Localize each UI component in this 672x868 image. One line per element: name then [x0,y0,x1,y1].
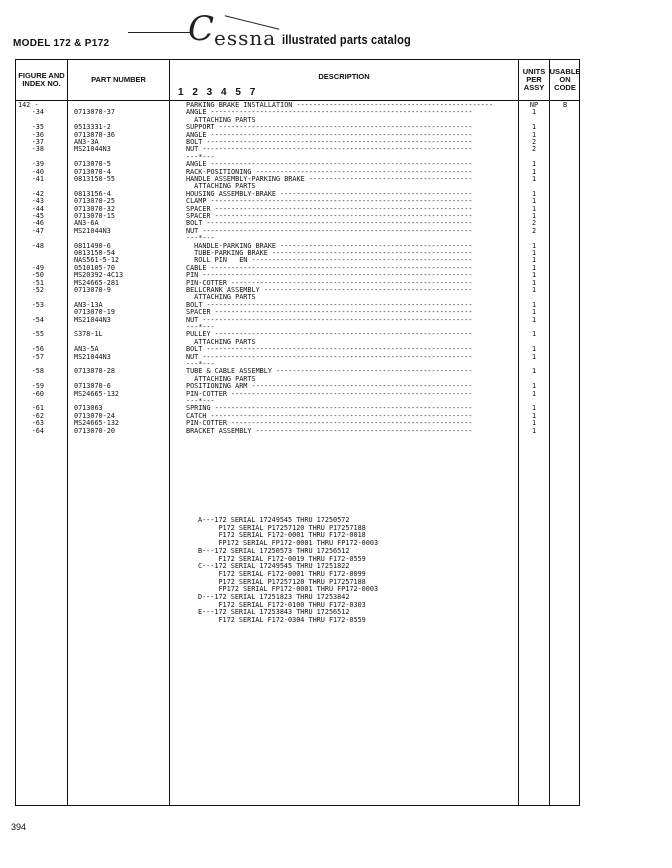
column-divider [67,60,68,805]
row-desc: SPRING --------------------------------------------------------------- [186,405,473,413]
row-units: 1 [531,331,537,339]
row-part: MS20392-4C13 [74,272,124,280]
row-idx: -57 [31,353,44,361]
row-units: 1 [531,301,537,309]
row-part: 0713070-20 [74,427,115,435]
effectivity-note: C---172 SERIAL 17249545 THRU 17251822 [198,562,350,571]
effectivity-note: P172 SERIAL P17257120 THRU P17257188 [198,523,366,532]
row-part: 0713070-25 [74,198,115,206]
row-idx: -36 [31,131,44,139]
row-part: 0813150-55 [74,176,115,183]
row-idx: -52 [31,287,44,294]
effectivity-note: F172 SERIAL F172-0001 THRU F172-0099 [198,569,366,578]
row-part: 0713070-15 [74,213,115,220]
parts-table [15,59,580,806]
row-units: 1 [531,168,537,176]
row-desc: RACK-POSITIONING ----------------------------------------------------- [186,168,473,176]
row-idx: -42 [31,190,44,198]
row-part: AN3-3A [74,139,99,146]
row-desc: BOLT ----------------------------------------------------------------- [186,301,473,309]
row-units: 1 [531,346,537,354]
row-desc: ---*--- [186,235,215,243]
row-part: MS21044N3 [74,316,111,324]
row-desc: CABLE ---------------------------------------------------------------- [186,264,473,272]
row-idx: -39 [31,161,44,169]
effectivity-note: FP172 SERIAL FP172-0001 THRU FP172-0003 [198,585,379,594]
row-desc: HANDLE ASSEMBLY-PARKING BRAKE ---------------------------------------- [186,176,473,183]
description-header: DESCRIPTION [318,72,370,81]
row-desc: SUPPORT -------------------------------------------------------------- [186,124,473,132]
row-units: 1 [531,198,537,206]
column-divider [549,60,550,805]
row-idx: 142 - [18,102,39,109]
row-part: AN3-13A [74,301,103,309]
effectivity-note: P172 SERIAL P17257120 THRU P17257188 [198,577,366,586]
part-number-header: PART NUMBER [91,75,146,84]
row-desc: BOLT ----------------------------------------------------------------- [186,346,473,354]
figure-header: FIGURE AND INDEX NO. [18,71,65,88]
row-units: 1 [531,257,537,265]
row-part: MS21044N3 [74,227,111,235]
row-desc: ANGLE ---------------------------------------------------------------- [186,109,473,117]
row-part: 0813156-4 [74,190,111,198]
row-units: 1 [531,353,537,361]
row-part: MS24665-132 [74,390,120,398]
row-part: 0513331-2 [74,124,111,132]
row-idx: -51 [31,279,44,287]
effectivity-note: F172 SERIAL F172-0304 THRU F172-0559 [198,616,366,625]
row-idx: -49 [31,264,44,272]
row-part: 0713070-32 [74,205,115,213]
row-desc: HOUSING ASSEMBLY-BRAKE ----------------------------------------------- [186,190,473,198]
page-number: 394 [11,822,27,832]
row-units: 1 [531,412,537,420]
units-header: UNITS PER ASSY [522,67,546,92]
row-part: AN3-5A [74,346,99,354]
row-units: 1 [531,272,537,280]
row-desc: PIN ------------------------------------------------------------------ [186,272,473,280]
row-part: AN3-6A [74,220,99,228]
row-units: 1 [531,316,537,324]
row-desc: PULLEY --------------------------------------------------------------- [186,331,473,339]
row-part: S378-1L [74,331,103,339]
row-units: 1 [531,368,537,376]
row-desc: PIN-COTTER ----------------------------------------------------------- [186,420,473,428]
row-idx: -37 [31,139,44,146]
row-idx: -50 [31,272,44,280]
row-code: B [562,102,568,109]
row-idx: -35 [31,124,44,132]
row-units: 2 [531,220,537,228]
row-desc: TUBE-PARKING BRAKE ------------------------------------------------- [186,250,473,257]
row-part: 0713063 [74,405,103,413]
row-desc: PIN-COTTER ----------------------------------------------------------- [186,279,473,287]
row-part: 0811490-6 [74,242,111,250]
effectivity-note: F172 SERIAL F172-0019 THRU F172-0559 [198,554,366,563]
row-desc: ATTACHING PARTS [186,116,256,124]
row-idx: -63 [31,420,44,428]
row-idx: -62 [31,412,44,420]
row-desc: ---*--- [186,361,215,368]
effectivity-note: B---172 SERIAL 17250573 THRU 17256512 [198,546,350,555]
row-part: 0713070-37 [74,109,115,117]
row-units: 1 [531,176,537,183]
row-units: 1 [531,427,537,435]
row-units: 1 [531,383,537,391]
row-part: 0713070-9 [74,287,111,294]
row-desc: CLAMP ---------------------------------------------------------------- [186,198,473,206]
row-desc: SPACER --------------------------------------------------------------- [186,205,473,213]
row-desc: SPACER --------------------------------------------------------------- [186,309,473,317]
effectivity-note: F172 SERIAL F172-0100 THRU F172-0303 [198,600,366,609]
row-units: 2 [531,139,537,146]
row-part: MS21044N3 [74,353,111,361]
row-desc: BOLT ----------------------------------------------------------------- [186,139,473,146]
row-desc: NUT ------------------------------------------------------------------ [186,316,473,324]
row-part: NAS561-5-12 [74,257,120,265]
row-desc: NUT ------------------------------------------------------------------ [186,146,473,154]
row-part: MS21044N3 [74,146,111,154]
row-units: 1 [531,242,537,250]
row-idx: -45 [31,213,44,220]
row-idx: -55 [31,331,44,339]
row-units: 1 [531,279,537,287]
column-divider [169,60,170,805]
catalog-title: illustrated parts catalog [282,32,411,47]
row-idx: -44 [31,205,44,213]
row-units: 1 [531,250,537,257]
row-part: 0713070-5 [74,161,111,169]
row-desc: ANGLE ---------------------------------------------------------------- [186,131,473,139]
row-idx: -46 [31,220,44,228]
row-units: 1 [531,420,537,428]
row-desc: SPACER --------------------------------------------------------------- [186,213,473,220]
row-desc: BRACKET ASSEMBLY ----------------------------------------------------- [186,427,473,435]
effectivity-note: D---172 SERIAL 17251823 THRU 17253842 [198,593,350,601]
effectivity-note: A---172 SERIAL 17249545 THRU 17250572 [198,516,350,524]
effectivity-note: F172 SERIAL F172-0001 THRU F172-0018 [198,531,366,540]
row-idx: -34 [31,109,44,117]
row-units: 1 [531,190,537,198]
row-part: 0510105-70 [74,264,115,272]
row-idx: -64 [31,427,44,435]
cessna-logo [128,8,428,54]
row-idx: -58 [31,368,44,376]
row-desc: ROLL PIN EN ------------------------------------------------------ [186,257,473,265]
row-part: 0713070-19 [74,309,115,317]
indent-levels: 1 2 3 4 5 7 [178,87,259,98]
row-desc: BELLCRANK ASSEMBLY --------------------------------------------------- [186,287,473,294]
logo-initial: C [188,9,215,49]
row-desc: HANDLE-PARKING BRAKE ----------------------------------------------- [186,242,473,250]
row-units: 1 [531,390,537,398]
row-desc: NUT ------------------------------------------------------------------ [186,353,473,361]
row-idx: -48 [31,242,44,250]
row-desc: ATTACHING PARTS [186,183,256,191]
logo-rule [128,32,190,33]
row-idx: -38 [31,146,44,154]
row-units: 1 [531,309,537,317]
row-desc: ATTACHING PARTS [186,375,256,383]
row-desc: BOLT ----------------------------------------------------------------- [186,220,473,228]
row-units: 1 [531,205,537,213]
row-idx: -47 [31,227,44,235]
row-part: 0813150-54 [74,250,115,257]
row-desc: PIN-COTTER ----------------------------------------------------------- [186,390,473,398]
row-units: 1 [531,161,537,169]
row-part: 0713070-6 [74,383,111,391]
effectivity-note: FP172 SERIAL FP172-0001 THRU FP172-0003 [198,539,379,548]
row-units: 1 [531,287,537,294]
row-desc: ---*--- [186,153,215,161]
row-desc: NUT ------------------------------------------------------------------ [186,227,473,235]
row-part: MS24665-281 [74,279,120,287]
row-units: 1 [531,213,537,220]
row-desc: ---*--- [186,398,215,405]
row-desc: ANGLE ---------------------------------------------------------------- [186,161,473,169]
header-divider [16,100,579,101]
model-title: MODEL 172 & P172 [13,38,110,49]
row-units: 1 [531,131,537,139]
row-idx: -59 [31,383,44,391]
row-units: 2 [531,227,537,235]
logo-wordmark: essna [214,26,277,50]
row-desc: ATTACHING PARTS [186,294,256,302]
row-part: 0713070-24 [74,412,115,420]
code-header: USABLE ON CODE [549,67,581,92]
row-idx: -61 [31,405,44,413]
row-idx: -43 [31,198,44,206]
row-units: 1 [531,405,537,413]
row-idx: -54 [31,316,44,324]
row-units: 1 [531,124,537,132]
row-part: 0713070-36 [74,131,115,139]
row-idx: -56 [31,346,44,354]
row-units: 2 [531,146,537,154]
row-part: 0713070-4 [74,168,111,176]
row-idx: -53 [31,301,44,309]
row-desc: POSITIONING ARM ------------------------------------------------------ [186,383,473,391]
row-desc: TUBE & CABLE ASSEMBLY ------------------------------------------------ [186,368,473,376]
row-idx: -60 [31,390,44,398]
row-units: NP [529,102,539,109]
row-units: 1 [531,264,537,272]
row-desc: CATCH ---------------------------------------------------------------- [186,412,473,420]
row-desc: ---*--- [186,324,215,331]
row-units: 1 [531,109,537,117]
row-desc: PARKING BRAKE INSTALLATION ------------------------------------------------ [186,102,493,109]
row-idx: -41 [31,176,44,183]
row-part: MS24665-132 [74,420,120,428]
row-idx: -40 [31,168,44,176]
row-desc: ATTACHING PARTS [186,338,256,346]
row-part: 0713070-28 [74,368,115,376]
effectivity-note: E---172 SERIAL 17253843 THRU 17256512 [198,608,350,617]
